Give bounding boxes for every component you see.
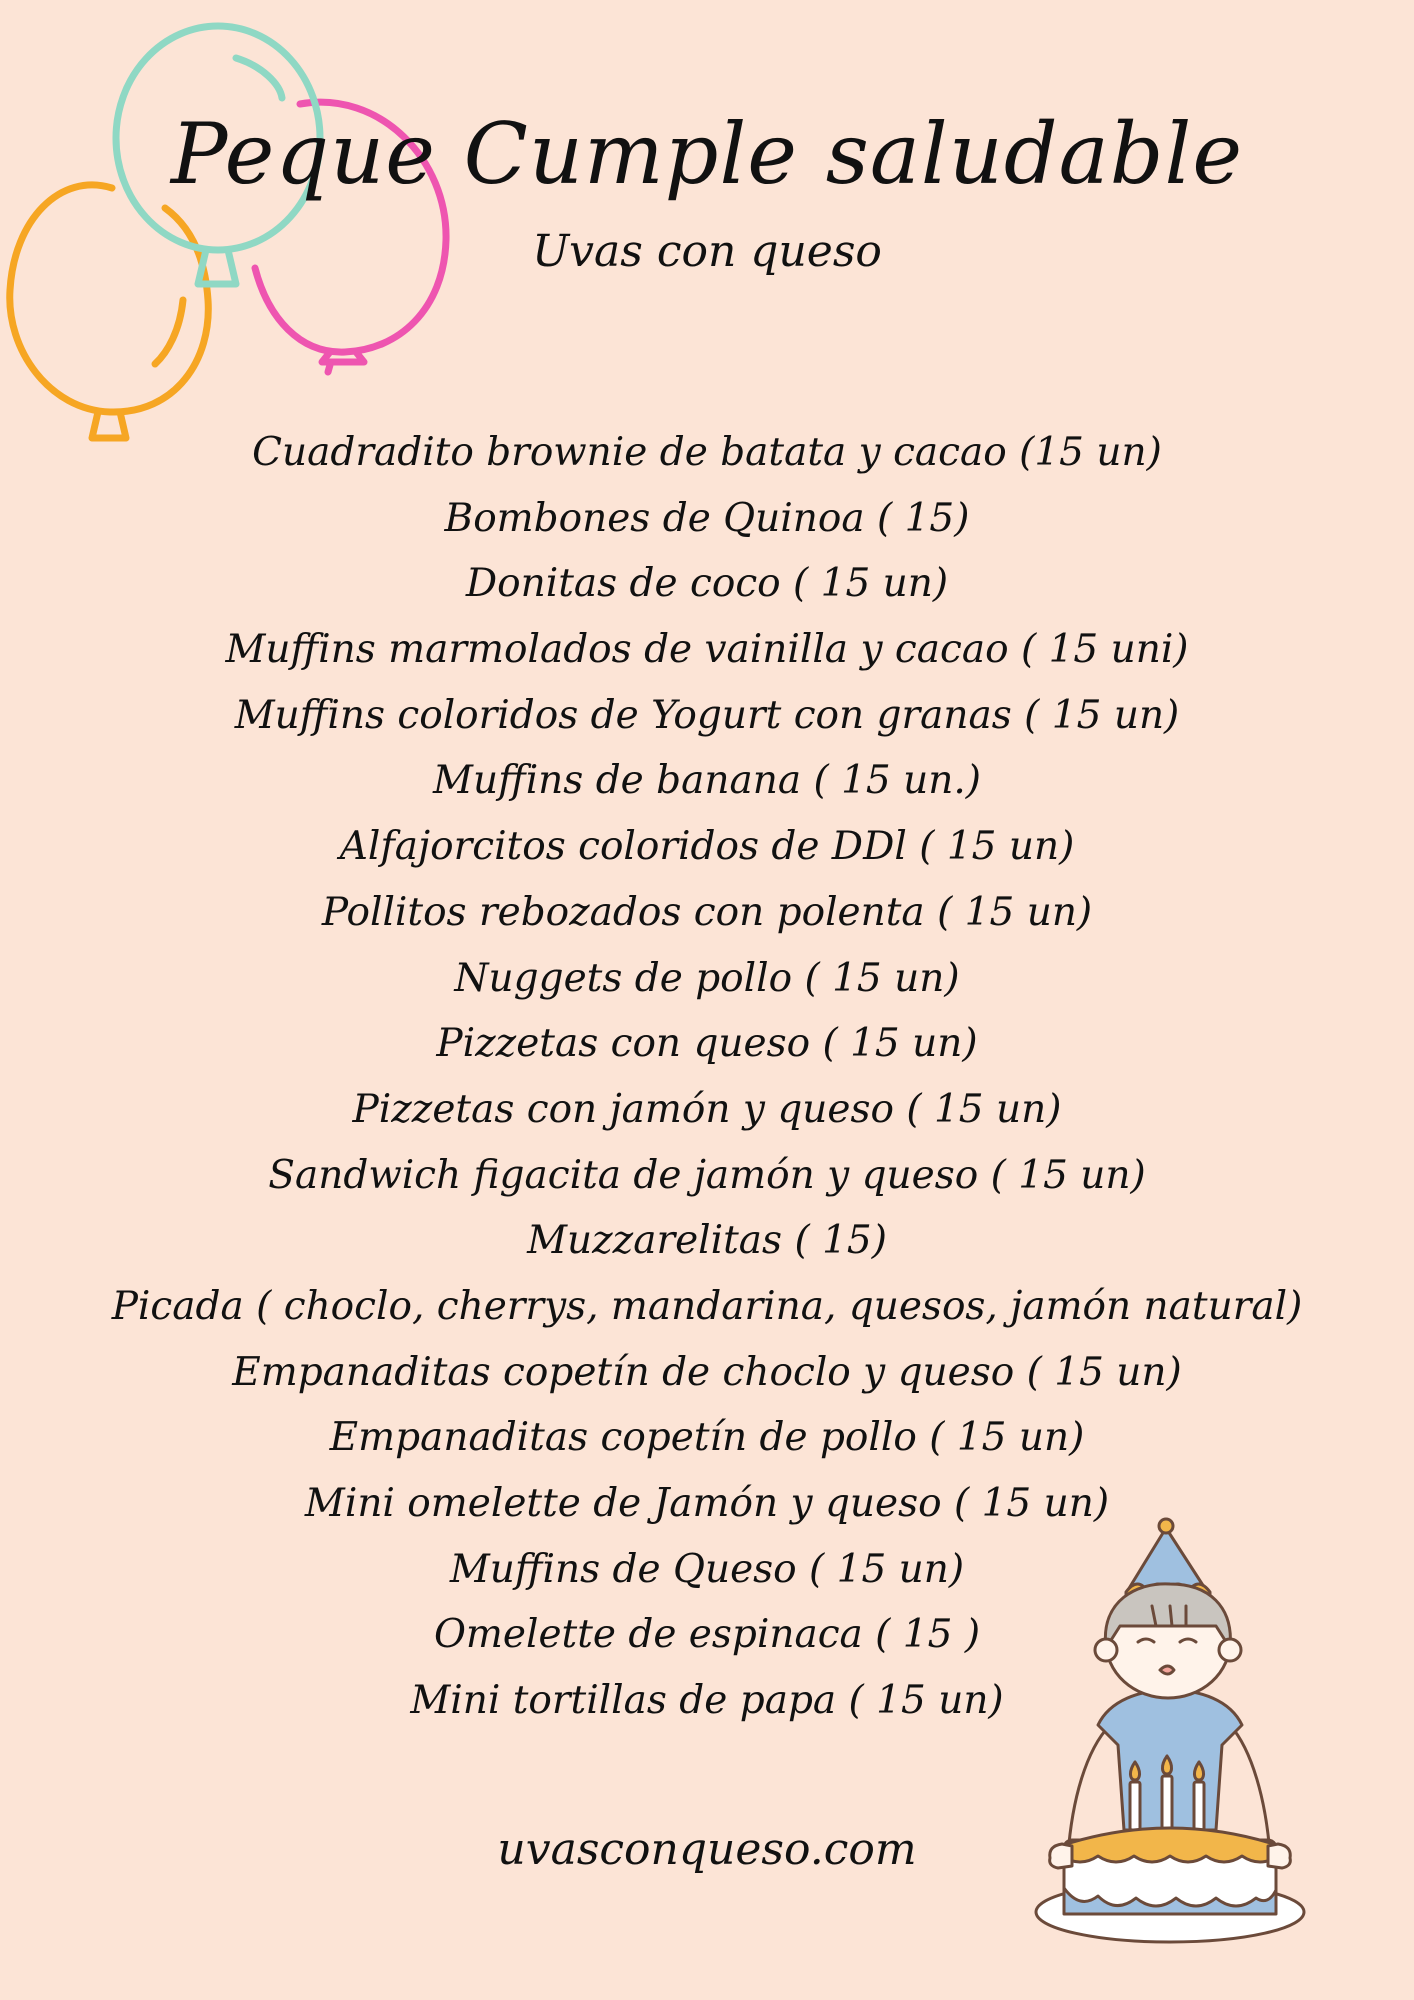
list-item: Muzzarelitas ( 15) — [527, 1218, 887, 1264]
list-item: Pizzetas con queso ( 15 un) — [436, 1021, 978, 1067]
page-subtitle: Uvas con queso — [532, 226, 882, 277]
list-item: Omelette de espinaca ( 15 ) — [433, 1612, 981, 1658]
list-item: Pollitos rebozados con polenta ( 15 un) — [321, 889, 1093, 935]
list-item: Mini tortillas de papa ( 15 un) — [410, 1678, 1004, 1724]
list-item: Mini omelette de Jamón y queso ( 15 un) — [304, 1481, 1110, 1526]
list-item: Empanaditas copetín de choclo y queso ( 15 un) — [232, 1349, 1182, 1395]
list-item: Sandwich figacita de jamón y queso ( 15 un) — [268, 1152, 1146, 1198]
list-item: Bombones de Quinoa ( 15) — [444, 495, 970, 541]
list-item: Nuggets de pollo ( 15 un) — [454, 955, 960, 1001]
list-item: Cuadradito brownie de batata y cacao (15 un) — [252, 430, 1162, 475]
list-item: Muffins coloridos de Yogurt con granas ( 15 un) — [234, 692, 1180, 738]
list-item: Muffins de Queso ( 15 un) — [449, 1546, 965, 1592]
list-item: Picada ( choclo, cherrys, mandarina, quesos, jamón natural) — [111, 1283, 1303, 1329]
list-item: Alfajorcitos coloridos de DDl ( 15 un) — [339, 824, 1075, 870]
menu-list — [0, 420, 1414, 1734]
list-item: Empanaditas copetín de pollo ( 15 un) — [329, 1415, 1085, 1461]
orange-balloon-icon — [10, 185, 209, 438]
list-item: Muffins de banana ( 15 un.) — [433, 758, 981, 804]
list-item: Muffins marmolados de vainilla y cacao ( 15 uni) — [225, 627, 1189, 673]
website-link[interactable]: uvasconqueso.com — [497, 1824, 917, 1875]
page-title: Peque Cumple saludable — [170, 105, 1244, 203]
list-item: Pizzetas con jamón y queso ( 15 un) — [352, 1086, 1062, 1132]
list-item: Donitas de coco ( 15 un) — [465, 561, 949, 607]
